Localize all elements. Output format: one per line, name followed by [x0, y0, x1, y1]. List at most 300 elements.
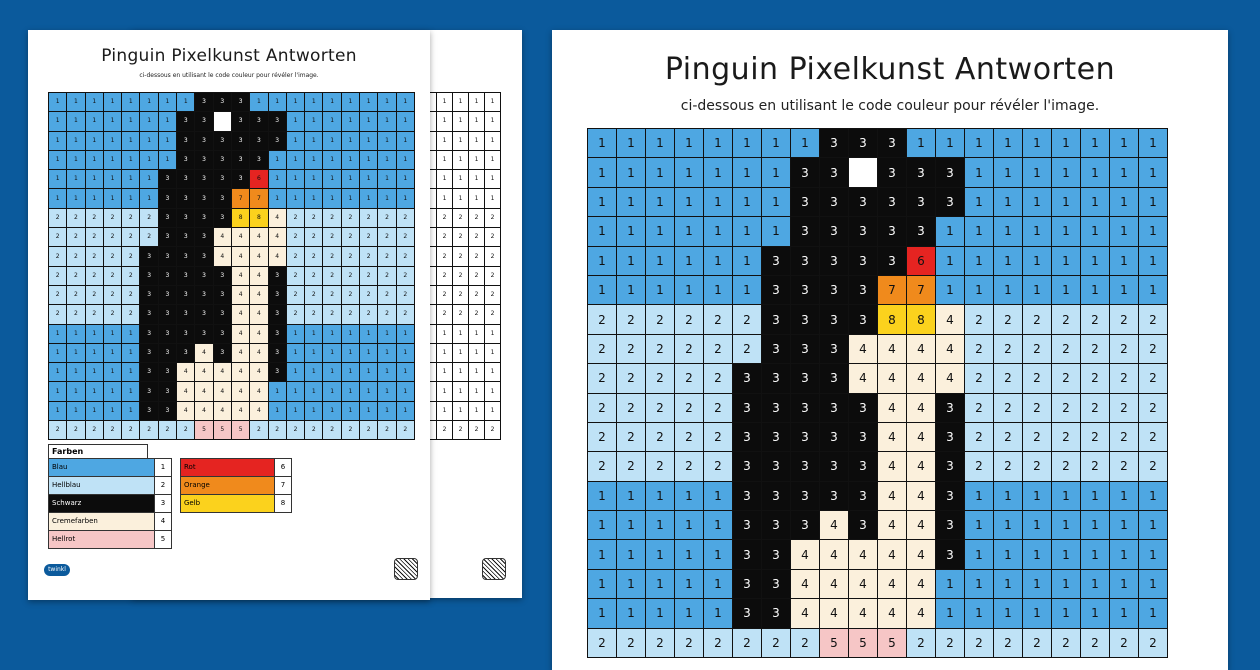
- pixel-cell: 2: [1081, 335, 1109, 363]
- pixel-cell: 2: [397, 247, 414, 265]
- pixel-cell: 1: [1110, 540, 1138, 568]
- pixel-cell: 1: [140, 132, 157, 150]
- pixel-cell: 1: [378, 93, 395, 111]
- colour-number: 7: [275, 477, 291, 494]
- pixel-cell: 1: [936, 276, 964, 304]
- pixel-cell: 1: [485, 151, 500, 169]
- pixel-cell: 2: [378, 305, 395, 323]
- pixel-cell: 2: [378, 286, 395, 304]
- pixel-cell: 2: [617, 305, 645, 333]
- pixel-cell: 1: [1139, 188, 1167, 216]
- pixel-cell: 3: [878, 217, 906, 245]
- pixel-cell: 1: [675, 276, 703, 304]
- pixel-cell: 3: [214, 286, 231, 304]
- pixel-cell: 2: [588, 452, 616, 480]
- pixel-cell: 2: [704, 335, 732, 363]
- pixel-cell: 3: [878, 158, 906, 186]
- pixel-cell: 1: [588, 599, 616, 627]
- pixel-cell: 1: [453, 382, 468, 400]
- pixel-cell: 1: [159, 151, 176, 169]
- pixel-cell: 1: [588, 511, 616, 539]
- pixel-cell: 7: [232, 189, 249, 207]
- pixel-cell: 2: [453, 267, 468, 285]
- pixel-cell: 1: [1052, 599, 1080, 627]
- pixel-cell: 4: [195, 363, 212, 381]
- pixel-cell: 2: [378, 267, 395, 285]
- pixel-cell: 1: [469, 363, 484, 381]
- pixel-cell: 1: [733, 129, 761, 157]
- pixel-cell: 3: [820, 394, 848, 422]
- pixel-cell: 1: [617, 129, 645, 157]
- pixel-cell: 2: [1081, 364, 1109, 392]
- pixel-cell: 1: [704, 276, 732, 304]
- pixel-cell: 1: [269, 189, 286, 207]
- pixel-cell: 5: [195, 421, 212, 439]
- pixel-cell: 3: [140, 325, 157, 343]
- pixel-cell: 1: [965, 158, 993, 186]
- colour-number: 1: [155, 459, 171, 476]
- pixel-cell: 1: [104, 382, 121, 400]
- pixel-cell: 2: [360, 267, 377, 285]
- pixel-cell: 3: [733, 570, 761, 598]
- colour-key-right: [180, 458, 292, 513]
- pixel-cell: 1: [1081, 158, 1109, 186]
- pixel-cell: 1: [675, 482, 703, 510]
- pixel-cell: 1: [250, 93, 267, 111]
- pixel-cell: 2: [994, 335, 1022, 363]
- pixel-cell: 2: [287, 228, 304, 246]
- pixel-cell: 1: [453, 151, 468, 169]
- worksheet-title: Pinguin Pixelkunst Antworten: [101, 46, 357, 66]
- pixel-cell: 1: [305, 325, 322, 343]
- pixel-cell: 3: [177, 267, 194, 285]
- pixel-cell: 1: [323, 151, 340, 169]
- pixel-cell: 1: [1081, 129, 1109, 157]
- pixel-cell: 3: [791, 217, 819, 245]
- pixel-cell: 1: [104, 151, 121, 169]
- pixel-cell: 2: [342, 267, 359, 285]
- pixel-cell: 4: [878, 394, 906, 422]
- pixel-cell: 1: [1110, 511, 1138, 539]
- pixel-cell: 2: [342, 286, 359, 304]
- pixel-cell: 4: [936, 335, 964, 363]
- pixel-cell: 2: [323, 267, 340, 285]
- pixel-cell: 2: [305, 421, 322, 439]
- pixel-cell: 1: [1110, 188, 1138, 216]
- pixel-cell: 2: [1110, 364, 1138, 392]
- pixel-cell: 1: [86, 382, 103, 400]
- pixel-cell: 3: [232, 93, 249, 111]
- pixel-cell: 1: [453, 344, 468, 362]
- pixel-cell: 3: [762, 423, 790, 451]
- pixel-cell: 1: [305, 132, 322, 150]
- pixel-cell: 1: [1023, 511, 1051, 539]
- pixel-cell: 7: [878, 276, 906, 304]
- pixel-cell: 1: [485, 344, 500, 362]
- pixel-cell: 3: [269, 112, 286, 130]
- pixel-cell: 1: [323, 132, 340, 150]
- pixel-cell: 2: [617, 423, 645, 451]
- pixel-cell: 3: [733, 452, 761, 480]
- pixel-cell: 3: [195, 170, 212, 188]
- pixel-cell: 1: [791, 129, 819, 157]
- pixel-cell: 1: [122, 93, 139, 111]
- pixel-cell: 2: [397, 286, 414, 304]
- pixel-cell: 2: [1110, 452, 1138, 480]
- pixel-cell: 1: [675, 599, 703, 627]
- pixel-cell: 4: [232, 325, 249, 343]
- pixel-cell: 1: [397, 344, 414, 362]
- pixel-cell: 1: [323, 170, 340, 188]
- pixel-cell: 1: [617, 570, 645, 598]
- pixel-cell: 4: [214, 247, 231, 265]
- pixel-cell: 3: [820, 158, 848, 186]
- pixel-cell: 1: [1023, 540, 1051, 568]
- pixel-cell: 3: [733, 540, 761, 568]
- pixel-cell: 3: [820, 188, 848, 216]
- pixel-cell: 2: [342, 209, 359, 227]
- pixel-cell: 1: [994, 217, 1022, 245]
- pixel-cell: 4: [849, 364, 877, 392]
- pixel-cell: 2: [453, 305, 468, 323]
- pixel-cell: 2: [1052, 364, 1080, 392]
- pixel-cell: 2: [360, 286, 377, 304]
- pixel-cell: 1: [287, 112, 304, 130]
- pixel-cell: 4: [936, 305, 964, 333]
- pixel-cell: 1: [1139, 540, 1167, 568]
- pixel-cell: 1: [617, 276, 645, 304]
- pixel-cell: 2: [86, 247, 103, 265]
- pixel-cell: 1: [159, 132, 176, 150]
- pixel-cell: 1: [360, 363, 377, 381]
- pixel-cell: 3: [232, 132, 249, 150]
- pixel-cell: 1: [323, 382, 340, 400]
- pixel-cell: 2: [287, 209, 304, 227]
- pixel-cell: 3: [849, 394, 877, 422]
- pixel-cell: 1: [704, 511, 732, 539]
- pixel-cell: 1: [469, 93, 484, 111]
- pixel-cell: 1: [994, 599, 1022, 627]
- pixel-cell: 3: [791, 276, 819, 304]
- pixel-cell: 2: [67, 228, 84, 246]
- pixel-cell: 2: [305, 267, 322, 285]
- pixel-cell: 4: [250, 325, 267, 343]
- pixel-cell: 1: [49, 112, 66, 130]
- pixel-cell: 1: [1081, 540, 1109, 568]
- pixel-cell: 2: [646, 452, 674, 480]
- pixel-cell: 1: [469, 132, 484, 150]
- pixel-cell: 1: [104, 363, 121, 381]
- pixel-cell: 3: [140, 286, 157, 304]
- pixel-cell: 2: [177, 421, 194, 439]
- pixel-cell: 1: [67, 151, 84, 169]
- pixel-cell: 3: [177, 170, 194, 188]
- pixel-cell: 2: [588, 335, 616, 363]
- pixel-cell: 1: [965, 217, 993, 245]
- pixel-cell: 1: [1139, 276, 1167, 304]
- pixel-cell: 3: [849, 511, 877, 539]
- pixel-cell: 3: [214, 151, 231, 169]
- pixel-cell: 1: [49, 382, 66, 400]
- pixel-cell: 1: [1023, 276, 1051, 304]
- pixel-cell: 1: [1139, 599, 1167, 627]
- pixel-cell: 1: [305, 382, 322, 400]
- pixel-cell: 1: [762, 217, 790, 245]
- pixel-cell: 3: [907, 188, 935, 216]
- pixel-cell: 4: [250, 305, 267, 323]
- pixel-cell: 1: [360, 170, 377, 188]
- pixel-cell: 1: [323, 325, 340, 343]
- pixel-cell: 1: [965, 247, 993, 275]
- pixel-cell: 1: [485, 402, 500, 420]
- pixel-cell: 2: [675, 629, 703, 657]
- colour-name: Orange: [181, 477, 275, 494]
- pixel-cell: 2: [67, 267, 84, 285]
- pixel-cell: 3: [791, 423, 819, 451]
- pixel-cell: 2: [675, 394, 703, 422]
- pixel-cell: 3: [214, 132, 231, 150]
- pixel-cell: 3: [849, 188, 877, 216]
- pixel-cell: 2: [485, 267, 500, 285]
- pixel-cell: 3: [269, 132, 286, 150]
- pixel-cell: 1: [140, 151, 157, 169]
- pixel-cell: 4: [849, 335, 877, 363]
- pixel-cell: 2: [49, 228, 66, 246]
- pixel-cell: 1: [733, 217, 761, 245]
- pixel-cell: 3: [762, 335, 790, 363]
- pixel-cell: 1: [1023, 158, 1051, 186]
- pixel-cell: 1: [965, 188, 993, 216]
- pixel-cell: 2: [140, 209, 157, 227]
- pixel-cell: 1: [965, 540, 993, 568]
- pixel-cell: 1: [397, 402, 414, 420]
- pixel-cell: 2: [140, 421, 157, 439]
- pixel-cell: 1: [437, 325, 452, 343]
- pixel-cell: 1: [762, 129, 790, 157]
- pixel-cell: 3: [195, 151, 212, 169]
- pixel-cell: 3: [159, 325, 176, 343]
- pixel-cell: 1: [646, 247, 674, 275]
- pixel-cell: 3: [762, 570, 790, 598]
- pixel-cell: 2: [287, 267, 304, 285]
- pixel-cell: 4: [269, 209, 286, 227]
- pixel-cell: 1: [1110, 247, 1138, 275]
- pixel-cell: 1: [360, 112, 377, 130]
- pixel-cell: 2: [646, 335, 674, 363]
- pixel-cell: 4: [878, 335, 906, 363]
- pixel-cell: 1: [617, 482, 645, 510]
- pixel-cell: 2: [453, 228, 468, 246]
- pixel-cell: 1: [1081, 188, 1109, 216]
- pixel-cell: 1: [287, 93, 304, 111]
- pixel-cell: 1: [994, 482, 1022, 510]
- pixel-cell: 3: [140, 344, 157, 362]
- pixel-cell: 1: [122, 151, 139, 169]
- pixel-cell: 1: [437, 363, 452, 381]
- pixel-cell: 2: [86, 267, 103, 285]
- colour-key-left: [48, 458, 172, 549]
- pixel-cell: 2: [704, 423, 732, 451]
- pixel-cell: 4: [907, 570, 935, 598]
- pixel-cell: 1: [67, 189, 84, 207]
- pixel-cell: 3: [177, 132, 194, 150]
- pixel-cell: 3: [878, 129, 906, 157]
- pixel-cell: 2: [397, 209, 414, 227]
- pixel-cell: 1: [965, 511, 993, 539]
- pixel-cell: 1: [122, 382, 139, 400]
- pixel-cell: 3: [214, 93, 231, 111]
- pixel-cell: 2: [646, 423, 674, 451]
- pixel-cell: 1: [397, 189, 414, 207]
- worksheet-subtitle-zoomed: ci-dessous en utilisant le code couleur pour révéler l'image.: [680, 98, 1100, 114]
- pixel-cell: 3: [195, 228, 212, 246]
- pixel-cell: 2: [485, 421, 500, 439]
- pixel-cell: 2: [965, 364, 993, 392]
- pixel-cell: 1: [1052, 217, 1080, 245]
- pixel-cell: 2: [360, 247, 377, 265]
- pixel-cell: 1: [453, 402, 468, 420]
- pixel-cell: 1: [67, 363, 84, 381]
- pixel-cell: 2: [965, 305, 993, 333]
- pixel-cell: 1: [675, 570, 703, 598]
- pixel-cell: 2: [994, 452, 1022, 480]
- pixel-cell: 3: [936, 188, 964, 216]
- pixel-cell: 1: [378, 325, 395, 343]
- pixel-cell: 2: [1023, 335, 1051, 363]
- pixel-cell: 3: [849, 276, 877, 304]
- pixel-cell: 1: [453, 325, 468, 343]
- pixel-cell: 1: [994, 570, 1022, 598]
- pixel-cell: 4: [878, 364, 906, 392]
- pixel-cell: 3: [791, 364, 819, 392]
- pixel-cell: 1: [617, 599, 645, 627]
- pixel-cell: 1: [378, 402, 395, 420]
- pixel-cell: 1: [994, 247, 1022, 275]
- pixel-cell: 6: [250, 170, 267, 188]
- pixel-cell: 1: [269, 151, 286, 169]
- pixel-cell: 4: [878, 570, 906, 598]
- pixel-cell: 4: [214, 363, 231, 381]
- pixel-cell: 1: [122, 363, 139, 381]
- pixel-cell: 1: [994, 276, 1022, 304]
- pixel-cell: 2: [965, 629, 993, 657]
- pixel-cell: 1: [323, 189, 340, 207]
- pixel-cell: 4: [250, 344, 267, 362]
- pixel-cell: 3: [159, 170, 176, 188]
- pixel-cell: 3: [177, 209, 194, 227]
- pixel-cell: 1: [323, 112, 340, 130]
- pixel-cell: 1: [140, 93, 157, 111]
- pixel-cell: 2: [360, 228, 377, 246]
- pixel-cell: 1: [1052, 129, 1080, 157]
- pixel-cell: 2: [936, 629, 964, 657]
- pixel-cell: 1: [342, 344, 359, 362]
- pixel-cell: 5: [232, 421, 249, 439]
- pixel-cell: 1: [704, 158, 732, 186]
- pixel-cell: 2: [437, 228, 452, 246]
- pixel-cell: 2: [1081, 394, 1109, 422]
- pixel-cell: 2: [104, 305, 121, 323]
- pixel-cell: 3: [849, 482, 877, 510]
- pixel-cell: 1: [269, 170, 286, 188]
- pixel-cell: 2: [378, 228, 395, 246]
- pixel-cell: 1: [675, 540, 703, 568]
- pixel-cell: 2: [360, 305, 377, 323]
- pixel-cell: 1: [485, 382, 500, 400]
- pixel-cell: 2: [67, 247, 84, 265]
- badge-icon: [394, 558, 418, 580]
- pixel-cell: 1: [287, 363, 304, 381]
- pixel-cell: 2: [617, 629, 645, 657]
- pixel-cell: 8: [878, 305, 906, 333]
- pixel-cell: 2: [360, 209, 377, 227]
- pixel-cell: 1: [342, 363, 359, 381]
- pixel-cell: 4: [849, 599, 877, 627]
- pixel-cell: 2: [122, 247, 139, 265]
- pixel-cell: 2: [1023, 305, 1051, 333]
- pixel-cell: 3: [195, 267, 212, 285]
- pixel-cell: 2: [67, 305, 84, 323]
- badge-icon: [482, 558, 506, 580]
- pixel-cell: 2: [360, 421, 377, 439]
- pixel-cell: 1: [469, 382, 484, 400]
- pixel-cell: 1: [617, 158, 645, 186]
- pixel-cell: 2: [122, 267, 139, 285]
- pixel-cell: 3: [762, 599, 790, 627]
- pixel-cell: 2: [1139, 452, 1167, 480]
- pixel-cell: 1: [287, 151, 304, 169]
- colour-number: 8: [275, 495, 291, 512]
- pixel-cell: 1: [675, 217, 703, 245]
- worksheet-subtitle: ci-dessous en utilisant le code couleur pour révéler l'image.: [139, 72, 319, 79]
- pixel-cell: 1: [49, 170, 66, 188]
- pixel-cell: 3: [232, 112, 249, 130]
- pixel-cell: 2: [469, 247, 484, 265]
- pixel-cell: 1: [67, 132, 84, 150]
- colour-key-row: [49, 531, 171, 548]
- pixel-cell: 1: [485, 189, 500, 207]
- pixel-cell: 4: [791, 540, 819, 568]
- pixel-cell: 1: [617, 511, 645, 539]
- pixel-cell: 1: [437, 170, 452, 188]
- pixel-cell: 3: [820, 305, 848, 333]
- pixel-cell: 3: [269, 344, 286, 362]
- pixel-cell: 2: [646, 305, 674, 333]
- pixel-cell: 1: [646, 540, 674, 568]
- pixel-cell: 3: [936, 452, 964, 480]
- pixel-cell: 2: [49, 267, 66, 285]
- colour-name: Blau: [49, 459, 155, 476]
- pixel-cell: 1: [704, 129, 732, 157]
- pixel-cell: 2: [617, 452, 645, 480]
- pixel-cell: 4: [250, 363, 267, 381]
- pixel-cell: 1: [936, 599, 964, 627]
- pixel-cell: 4: [878, 482, 906, 510]
- pixel-cell: 2: [1023, 423, 1051, 451]
- pixel-cell: 3: [733, 423, 761, 451]
- pixel-cell: 1: [305, 189, 322, 207]
- pixel-cell: 1: [397, 93, 414, 111]
- pixel-cell: 2: [733, 305, 761, 333]
- pixel-cell: 8: [250, 209, 267, 227]
- pixel-cell: 1: [1139, 482, 1167, 510]
- pixel-cell: 1: [397, 112, 414, 130]
- pixel-cell: 2: [733, 335, 761, 363]
- pixel-cell: 2: [159, 421, 176, 439]
- pixel-cell: 4: [250, 247, 267, 265]
- pixel-cell: 3: [878, 188, 906, 216]
- pixel-cell: 4: [907, 364, 935, 392]
